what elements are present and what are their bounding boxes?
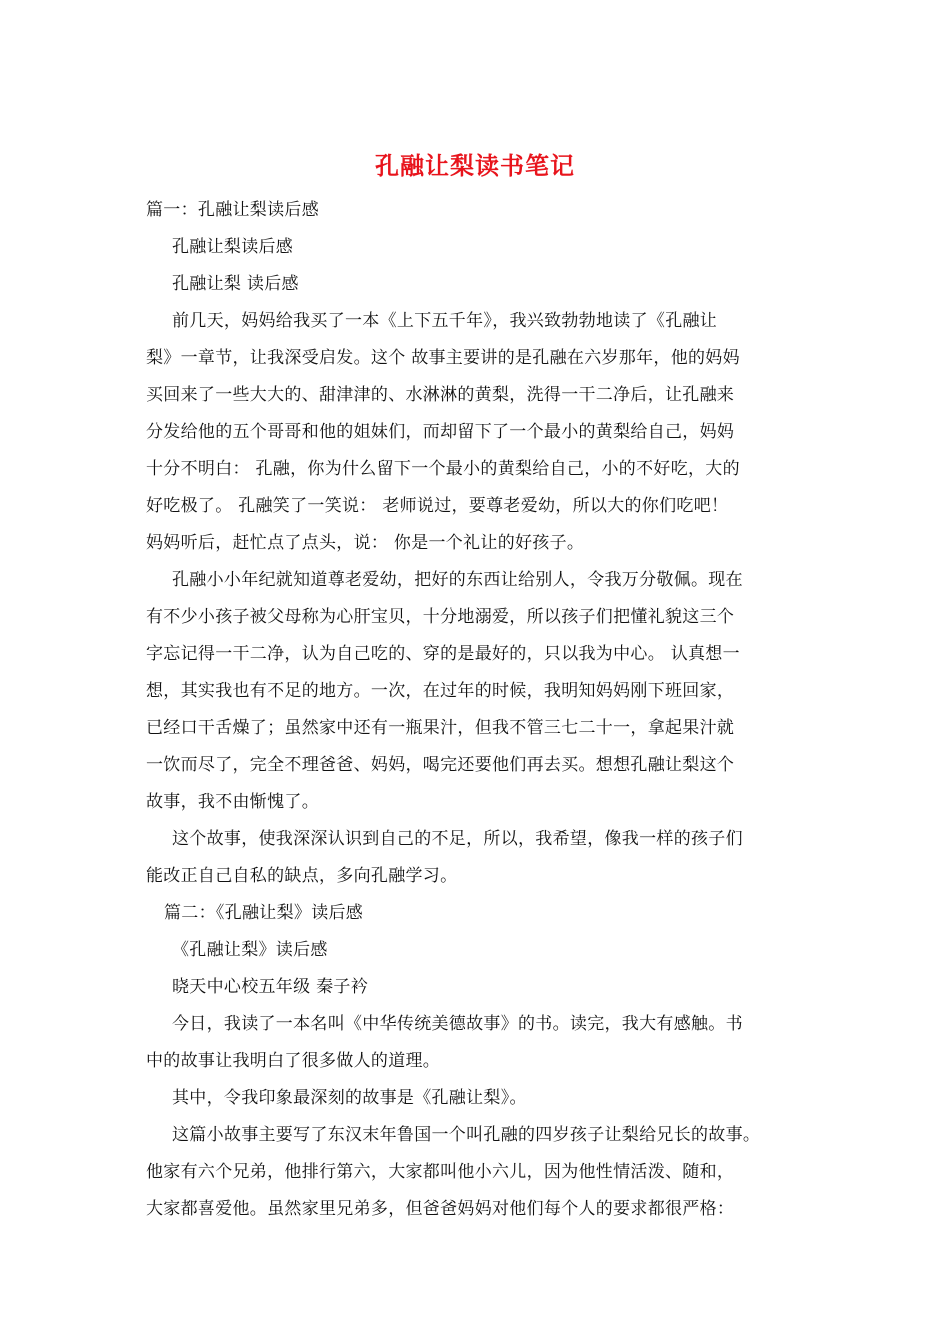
text-line: 孔融小小年纪就知道尊老爱幼，把好的东西让给别人，令我万分敬佩。现在 <box>172 570 743 590</box>
text-line: 大家都喜爱他。虽然家里兄弟多，但爸爸妈妈对他们每个人的要求都很严格： <box>146 1199 735 1219</box>
text-line: 有不少小孩子被父母称为心肝宝贝，十分地溺爱，所以孩子们把懂礼貌这三个 <box>146 607 735 627</box>
text-line: 篇二：《孔融让梨》读后感 <box>164 903 364 923</box>
text-line: 十分不明白： 孔融，你为什么留下一个最小的黄梨给自己，小的不好吃，大的 <box>146 459 740 479</box>
text-line: 他家有六个兄弟，他排行第六，大家都叫他小六儿，因为他性情活泼、随和， <box>146 1162 735 1182</box>
text-line: 梨》一章节，让我深受启发。这个 故事主要讲的是孔融在六岁那年，他的妈妈 <box>146 348 740 368</box>
text-line: 前几天，妈妈给我买了一本《上下五千年》，我兴致勃勃地读了《孔融让 <box>172 311 718 331</box>
document-body <box>146 192 836 1228</box>
text-line: 今日，我读了一本名叫《中华传统美德故事》的书。读完，我大有感触。书 <box>172 1014 743 1034</box>
text-line: 孔融让梨 读后感 <box>172 274 299 294</box>
text-line: 篇一：孔融让梨读后感 <box>146 200 319 220</box>
text-line: 字忘记得一干二净，认为自己吃的、穿的是最好的，只以我为中心。 认真想一 <box>146 644 740 664</box>
text-line: 孔融让梨读后感 <box>172 237 294 257</box>
text-line: 这篇小故事主要写了东汉末年鲁国一个叫孔融的四岁孩子让梨给兄长的故事。 <box>172 1125 761 1145</box>
text-line: 能改正自己自私的缺点，多向孔融学习。 <box>146 866 458 886</box>
text-line: 好吃极了。 孔融笑了一笑说： 老师说过，要尊老爱幼，所以大的你们吃吧！ <box>146 496 729 516</box>
text-line: 买回来了一些大大的、甜津津的、水淋淋的黄梨，洗得一干二净后，让孔融来 <box>146 385 735 405</box>
text-line: 中的故事让我明白了很多做人的道理。 <box>146 1051 441 1071</box>
text-line: 其中，令我印象最深刻的故事是《孔融让梨》。 <box>172 1088 527 1108</box>
text-line: 妈妈听后，赶忙点了点头，说： 你是一个礼让的好孩子。 <box>146 533 585 553</box>
text-line: 想，其实我也有不足的地方。一次，在过年的时候，我明知妈妈刚下班回家， <box>146 681 735 701</box>
text-line: 《孔融让梨》读后感 <box>172 940 328 960</box>
text-line: 已经口干舌燥了；虽然家中还有一瓶果汁，但我不管三七二十一，拿起果汁就 <box>146 718 735 738</box>
text-line: 故事，我不由惭愧了。 <box>146 792 319 812</box>
text-line: 一饮而尽了，完全不理爸爸、妈妈，喝完还要他们再去买。想想孔融让梨这个 <box>146 755 735 775</box>
document-title: 孔融让梨读书笔记 <box>375 151 575 180</box>
text-line: 分发给他的五个哥哥和他的姐妹们，而却留下了一个最小的黄梨给自己，妈妈 <box>146 422 735 442</box>
text-line: 这个故事，使我深深认识到自己的不足，所以，我希望，像我一样的孩子们 <box>172 829 743 849</box>
text-line: 晓天中心校五年级 秦子衿 <box>172 977 369 997</box>
